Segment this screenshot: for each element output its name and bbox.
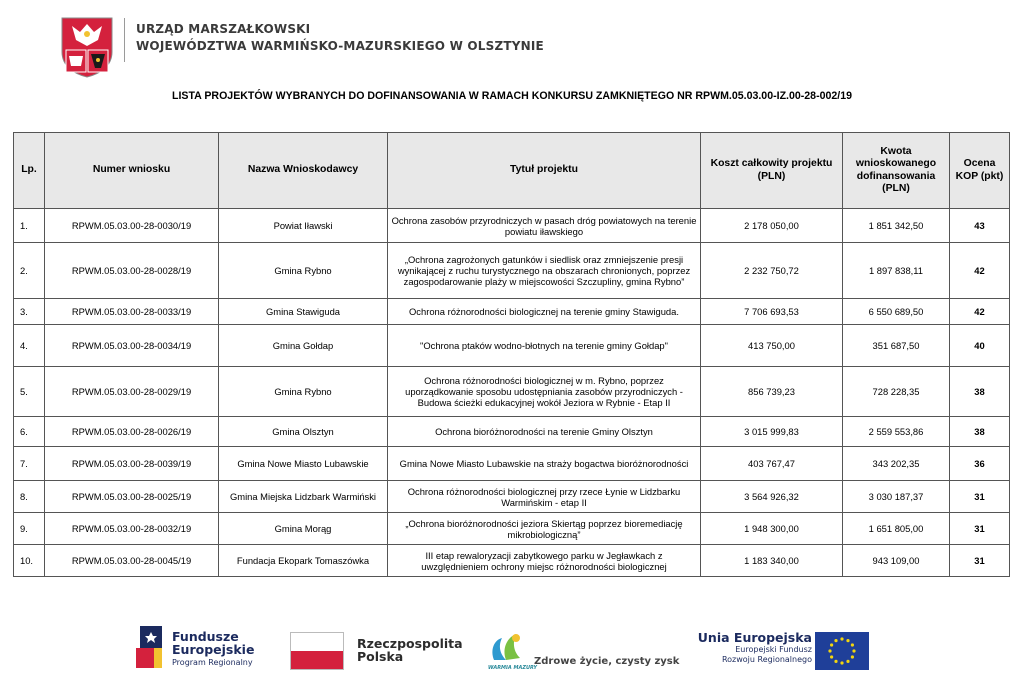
cell-applicant: Gmina Stawiguda — [219, 299, 388, 325]
cell-total-cost: 7 706 693,53 — [701, 299, 843, 325]
cell-applicant: Gmina Morąg — [219, 513, 388, 545]
cell-requested-amount: 343 202,35 — [843, 447, 950, 481]
table-row — [14, 299, 1010, 325]
cell-total-cost: 1 948 300,00 — [701, 513, 843, 545]
table-row — [14, 545, 1010, 577]
cell-project-title: Ochrona różnorodności biologicznej przy rzece Łynie w Lidzbarku Warmińskim - etap II — [388, 481, 701, 513]
cell-requested-amount: 1 851 342,50 — [843, 209, 950, 243]
cell-project-title: Ochrona zasobów przyrodniczych w pasach dróg powiatowych na terenie powiatu iławskiego — [388, 209, 701, 243]
column-header-lp: Lp. — [14, 133, 45, 209]
footer-logos — [0, 620, 1024, 676]
cell-project-title: Ochrona bioróżnorodności na terenie Gminy Olsztyn — [388, 417, 701, 447]
warmia-mazury-logo-icon — [486, 630, 526, 664]
warmia-mazury-slogan: Zdrowe życie, czysty zysk — [534, 656, 680, 667]
cell-score: 31 — [950, 481, 1010, 513]
cell-lp: 2. — [14, 243, 45, 299]
cell-total-cost: 2 178 050,00 — [701, 209, 843, 243]
cell-requested-amount: 6 550 689,50 — [843, 299, 950, 325]
cell-application-number: RPWM.05.03.00-28-0029/19 — [45, 367, 219, 417]
cell-lp: 8. — [14, 481, 45, 513]
republic-of-poland-text — [357, 637, 463, 663]
cell-lp: 7. — [14, 447, 45, 481]
table-row — [14, 209, 1010, 243]
cell-applicant: Gmina Gołdap — [219, 325, 388, 367]
european-funds-line3: Program Regionalny — [172, 658, 253, 667]
cell-lp: 3. — [14, 299, 45, 325]
european-union-line2: Europejski Fundusz — [735, 645, 812, 654]
column-header-requested-amount: Kwota wnioskowanego dofinansowania (PLN) — [843, 133, 950, 209]
cell-lp: 9. — [14, 513, 45, 545]
cell-requested-amount: 1 897 838,11 — [843, 243, 950, 299]
cell-score: 31 — [950, 513, 1010, 545]
cell-total-cost: 856 739,23 — [701, 367, 843, 417]
european-funds-logo-icon — [134, 624, 164, 670]
cell-score: 31 — [950, 545, 1010, 577]
table-row — [14, 417, 1010, 447]
cell-total-cost: 3 564 926,32 — [701, 481, 843, 513]
cell-total-cost: 3 015 999,83 — [701, 417, 843, 447]
column-header-total-cost: Koszt całkowity projektu (PLN) — [701, 133, 843, 209]
cell-total-cost: 2 232 750,72 — [701, 243, 843, 299]
cell-requested-amount: 3 030 187,37 — [843, 481, 950, 513]
cell-score: 42 — [950, 299, 1010, 325]
cell-application-number: RPWM.05.03.00-28-0030/19 — [45, 209, 219, 243]
cell-application-number: RPWM.05.03.00-28-0026/19 — [45, 417, 219, 447]
cell-score: 38 — [950, 417, 1010, 447]
table-row — [14, 481, 1010, 513]
cell-total-cost: 413 750,00 — [701, 325, 843, 367]
cell-score: 36 — [950, 447, 1010, 481]
european-funds-text — [172, 630, 254, 667]
cell-project-title: III etap rewaloryzacji zabytkowego parku w Jegławkach z uwzględnieniem ochrony miejsc różnorodności biologicznej — [388, 545, 701, 577]
warmia-mazury-caption: WARMIA MAZURY — [488, 665, 538, 671]
cell-requested-amount: 1 651 805,00 — [843, 513, 950, 545]
cell-project-title: „Ochrona zagrożonych gatunków i siedlisk oraz zmniejszenie presji wynikającej z ruchu turystycznego na obszarach chronionych, poprzez zagospodarowanie plaży w miejscowości Szczupliny, gmina Rybno” — [388, 243, 701, 299]
european-funds-line2: Europejskie — [172, 642, 255, 657]
cell-lp: 4. — [14, 325, 45, 367]
cell-applicant: Gmina Nowe Miasto Lubawskie — [219, 447, 388, 481]
cell-total-cost: 403 767,47 — [701, 447, 843, 481]
table-row — [14, 325, 1010, 367]
cell-score: 43 — [950, 209, 1010, 243]
republic-of-poland-line1: Rzeczpospolita — [357, 636, 463, 651]
cell-applicant: Gmina Rybno — [219, 243, 388, 299]
cell-score: 38 — [950, 367, 1010, 417]
column-header-application-number: Numer wniosku — [45, 133, 219, 209]
table-row — [14, 513, 1010, 545]
cell-requested-amount: 351 687,50 — [843, 325, 950, 367]
cell-requested-amount: 943 109,00 — [843, 545, 950, 577]
cell-application-number: RPWM.05.03.00-28-0033/19 — [45, 299, 219, 325]
cell-application-number: RPWM.05.03.00-28-0034/19 — [45, 325, 219, 367]
institution-name-line1: URZĄD MARSZAŁKOWSKI — [136, 22, 311, 36]
header — [60, 16, 114, 78]
projects-table — [13, 132, 1010, 577]
cell-applicant: Fundacja Ekopark Tomaszówka — [219, 545, 388, 577]
document-title: LISTA PROJEKTÓW WYBRANYCH DO DOFINANSOWANIA W RAMACH KONKURSU ZAMKNIĘTEGO NR RPWM.05.03.00-IZ.00-28-002/19 — [171, 90, 853, 102]
cell-lp: 5. — [14, 367, 45, 417]
cell-applicant: Powiat Iławski — [219, 209, 388, 243]
cell-project-title: Ochrona różnorodności biologicznej na terenie gminy Stawiguda. — [388, 299, 701, 325]
polish-flag-icon — [290, 632, 344, 670]
cell-applicant: Gmina Rybno — [219, 367, 388, 417]
cell-project-title: „Ochrona bioróżnorodności jeziora Skiertąg poprzez bioremediację mikrobiologiczną” — [388, 513, 701, 545]
table-row — [14, 243, 1010, 299]
cell-lp: 1. — [14, 209, 45, 243]
cell-application-number: RPWM.05.03.00-28-0039/19 — [45, 447, 219, 481]
table-header-row — [14, 133, 1010, 209]
cell-applicant: Gmina Olsztyn — [219, 417, 388, 447]
column-header-applicant: Nazwa Wnioskodawcy — [219, 133, 388, 209]
republic-of-poland-line2: Polska — [357, 649, 404, 664]
cell-application-number: RPWM.05.03.00-28-0025/19 — [45, 481, 219, 513]
cell-lp: 6. — [14, 417, 45, 447]
column-header-project-title: Tytuł projektu — [388, 133, 701, 209]
table-row — [14, 447, 1010, 481]
cell-applicant: Gmina Miejska Lidzbark Warmiński — [219, 481, 388, 513]
header-divider — [124, 18, 125, 62]
column-header-score: Ocena KOP (pkt) — [950, 133, 1010, 209]
cell-requested-amount: 728 228,35 — [843, 367, 950, 417]
table-row — [14, 367, 1010, 417]
cell-score: 40 — [950, 325, 1010, 367]
cell-project-title: Gmina Nowe Miasto Lubawskie na straży bogactwa bioróżnorodności — [388, 447, 701, 481]
cell-application-number: RPWM.05.03.00-28-0028/19 — [45, 243, 219, 299]
institution-name — [136, 21, 544, 55]
cell-project-title: "Ochrona ptaków wodno-błotnych na terenie gminy Gołdap" — [388, 325, 701, 367]
european-union-line1: Unia Europejska — [697, 630, 812, 645]
european-union-line3: Rozwoju Regionalnego — [721, 655, 812, 664]
cell-total-cost: 1 183 340,00 — [701, 545, 843, 577]
european-union-text — [692, 630, 812, 665]
cell-requested-amount: 2 559 553,86 — [843, 417, 950, 447]
coat-of-arms-icon — [60, 16, 114, 78]
cell-application-number: RPWM.05.03.00-28-0045/19 — [45, 545, 219, 577]
cell-application-number: RPWM.05.03.00-28-0032/19 — [45, 513, 219, 545]
cell-lp: 10. — [14, 545, 45, 577]
eu-flag-icon — [815, 632, 869, 670]
cell-project-title: Ochrona różnorodności biologicznej w m. Rybno, poprzez uporządkowanie sposobu udostępniania zasobów przyrodniczych - Budowa ścieżki edukacyjnej wokół Jeziora w Rybnie - Etap II — [388, 367, 701, 417]
cell-score: 42 — [950, 243, 1010, 299]
european-funds-line1: Fundusze — [172, 629, 239, 644]
institution-name-line2: WOJEWÓDZTWA WARMIŃSKO-MAZURSKIEGO W OLSZTYNIE — [136, 39, 544, 53]
